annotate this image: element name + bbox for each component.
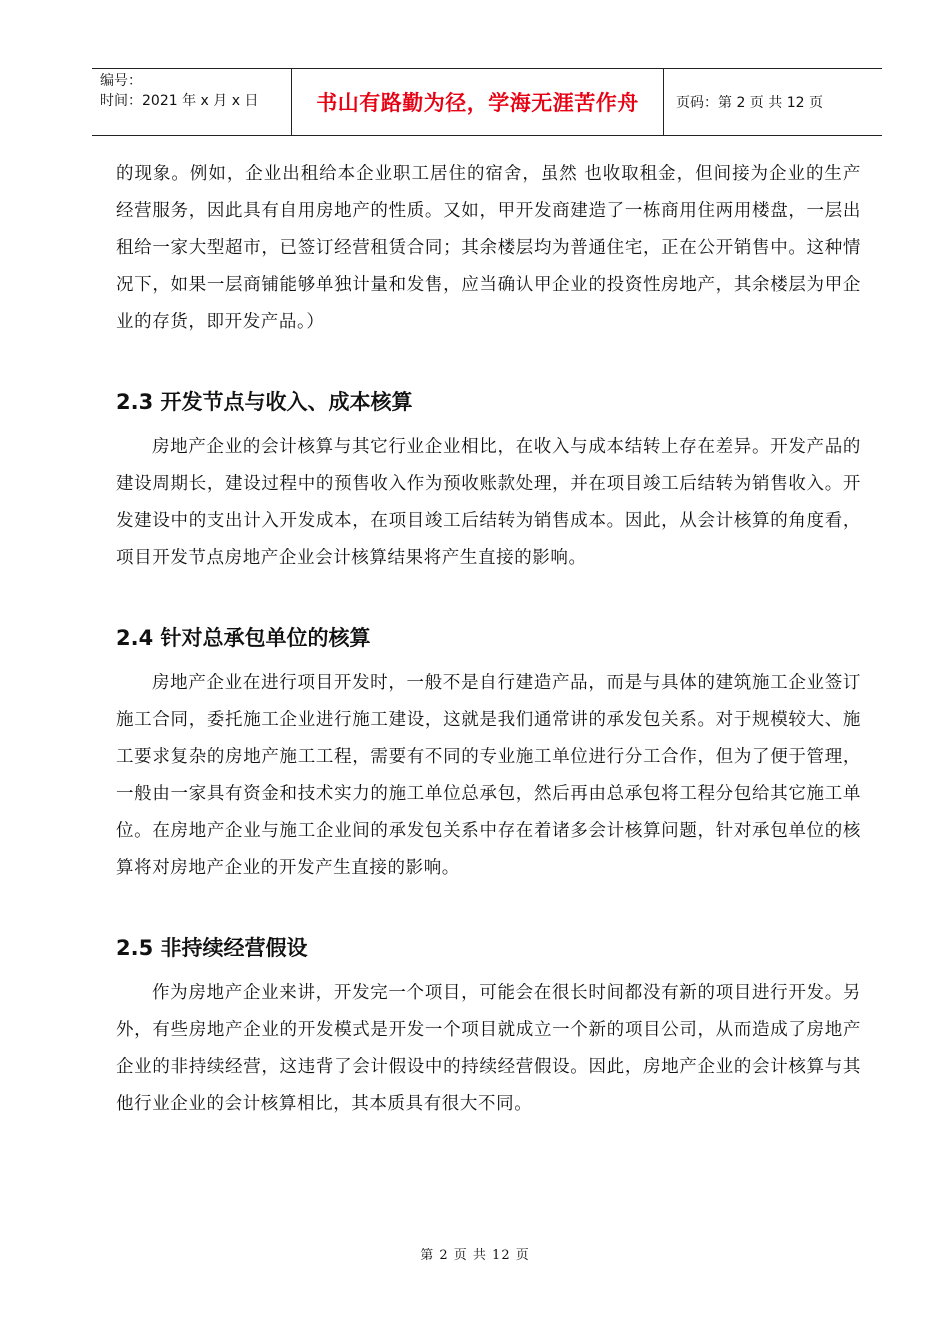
section-paragraph-2-3: 房地产企业的会计核算与其它行业企业相比，在收入与成本结转上存在差异。开发产品的建设周期长，建设过程中的预售收入作为预收账款处理，并在项目竣工后结转为销售收入。开发建设中的支出计入开发成本，在项目竣工后结转为销售成本。因此，从会计核算的角度看，项目开发节点房地产企业会计核算结果将产生直接的影响。 xyxy=(116,437,861,568)
section-paragraph-2-4: 房地产企业在进行项目开发时，一般不是自行建造产品，而是与具体的建筑施工企业签订施工合同，委托施工企业进行施工建设，这就是我们通常讲的承发包关系。对于规模较大、施工要求复杂的房地产施工工程，需要有不同的专业施工单位进行分工合作，但为了便于管理，一般由一家具有资金和技术实力的施工单位总承包，然后再由总承包将工程分包给其它施工单位。在房地产企业与施工企业间的承发包关系中存在着诸多会计核算问题，针对承包单位的核算将对房地产企业的开发产生直接的影响。 xyxy=(116,673,861,878)
time-label: 时间：2021 年 x 月 x 日 xyxy=(100,93,259,109)
section-heading-2-3: 2.3 开发节点与收入、成本核算 xyxy=(116,390,413,414)
header-motto: 书山有路勤为径，学海无涯苦作舟 xyxy=(292,69,664,135)
document-body xyxy=(116,156,861,1123)
header-page-label: 页码：第 2 页 共 12 页 xyxy=(676,95,823,111)
intro-paragraph: 的现象。例如，企业出租给本企业职工居住的宿舍，虽然 也收取租金，但间接为企业的生产经营服务，因此具有自用房地产的性质。又如，甲开发商建造了一栋商用住两用楼盘，一层出租给一家大型超市，已签订经营租赁合同；其余楼层均为普通住宅，正在公开销售中。这种情况下，如果一层商铺能够单独计量和发售，应当确认甲企业的投资性房地产，其余楼层为甲企业的存货，即开发产品。） xyxy=(116,164,861,332)
header-meta xyxy=(92,69,292,135)
section-paragraph-2-5: 作为房地产企业来讲，开发完一个项目，可能会在很长时间都没有新的项目进行开发。另外，有些房地产企业的开发模式是开发一个项目就成立一个新的项目公司，从而造成了房地产企业的非持续经营，这违背了会计假设中的持续经营假设。因此，房地产企业的会计核算与其他行业企业的会计核算相比，其本质具有很大不同。 xyxy=(116,983,861,1114)
page-footer: 第 2 页 共 12 页 xyxy=(420,1248,530,1263)
section-heading-2-4: 2.4 针对总承包单位的核算 xyxy=(116,626,371,650)
page-header xyxy=(92,68,882,136)
number-label: 编号： xyxy=(100,73,142,89)
section-heading-2-5: 2.5 非持续经营假设 xyxy=(116,936,308,960)
